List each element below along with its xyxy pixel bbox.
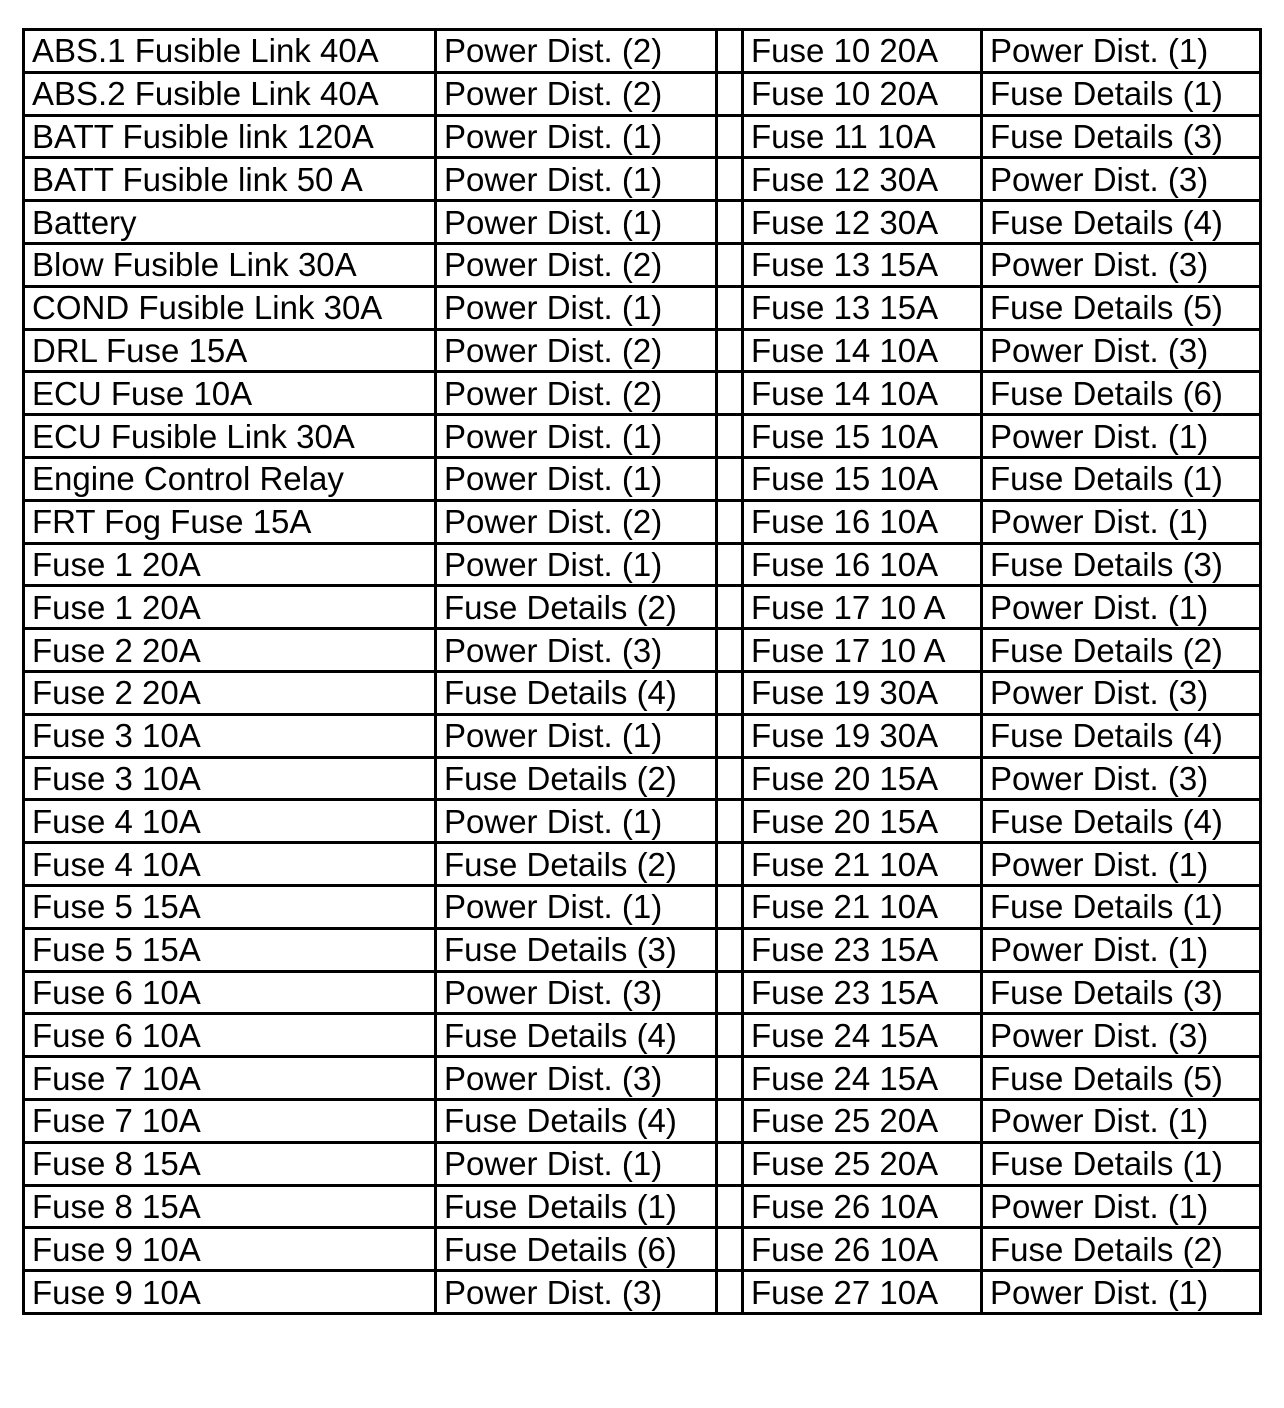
left-location-cell: Power Dist. (1) (436, 1142, 717, 1185)
left-component-cell: Fuse 5 15A (24, 885, 436, 928)
table-row (24, 1228, 1261, 1271)
right-component-cell: Fuse 25 20A (743, 1142, 982, 1185)
table-row (24, 714, 1261, 757)
left-location-cell: Power Dist. (3) (436, 1057, 717, 1100)
right-location-cell: Fuse Details (1) (982, 72, 1261, 115)
right-component-cell: Fuse 14 10A (743, 372, 982, 415)
right-location-cell: Fuse Details (3) (982, 543, 1261, 586)
column-divider (717, 971, 743, 1014)
right-location-cell: Fuse Details (3) (982, 115, 1261, 158)
column-divider (717, 201, 743, 244)
table-row (24, 1185, 1261, 1228)
table-row (24, 1271, 1261, 1314)
left-location-cell: Fuse Details (2) (436, 586, 717, 629)
left-component-cell: Blow Fusible Link 30A (24, 243, 436, 286)
right-location-cell: Power Dist. (1) (982, 500, 1261, 543)
table-row (24, 757, 1261, 800)
column-divider (717, 30, 743, 73)
column-divider (717, 1271, 743, 1314)
table-row (24, 800, 1261, 843)
right-location-cell: Power Dist. (3) (982, 1014, 1261, 1057)
table-row (24, 329, 1261, 372)
left-component-cell: Fuse 1 20A (24, 586, 436, 629)
right-location-cell: Fuse Details (4) (982, 201, 1261, 244)
left-location-cell: Fuse Details (4) (436, 671, 717, 714)
column-divider (717, 1142, 743, 1185)
right-location-cell: Power Dist. (1) (982, 1271, 1261, 1314)
right-component-cell: Fuse 19 30A (743, 671, 982, 714)
left-component-cell: Fuse 8 15A (24, 1142, 436, 1185)
table-row (24, 372, 1261, 415)
right-location-cell: Fuse Details (2) (982, 629, 1261, 672)
right-location-cell: Fuse Details (3) (982, 971, 1261, 1014)
left-component-cell: DRL Fuse 15A (24, 329, 436, 372)
column-divider (717, 243, 743, 286)
right-location-cell: Power Dist. (1) (982, 928, 1261, 971)
right-component-cell: Fuse 13 15A (743, 243, 982, 286)
left-location-cell: Power Dist. (1) (436, 457, 717, 500)
left-component-cell: Fuse 1 20A (24, 543, 436, 586)
column-divider (717, 115, 743, 158)
column-divider (717, 1057, 743, 1100)
left-location-cell: Power Dist. (1) (436, 800, 717, 843)
left-component-cell: Fuse 7 10A (24, 1057, 436, 1100)
left-location-cell: Power Dist. (3) (436, 971, 717, 1014)
table-row (24, 1057, 1261, 1100)
table-row (24, 971, 1261, 1014)
right-component-cell: Fuse 17 10 A (743, 629, 982, 672)
right-location-cell: Power Dist. (1) (982, 1099, 1261, 1142)
column-divider (717, 500, 743, 543)
column-divider (717, 1228, 743, 1271)
table-row (24, 1142, 1261, 1185)
left-component-cell: Fuse 8 15A (24, 1185, 436, 1228)
left-component-cell: Battery (24, 201, 436, 244)
right-location-cell: Power Dist. (3) (982, 158, 1261, 201)
right-location-cell: Power Dist. (1) (982, 415, 1261, 458)
column-divider (717, 457, 743, 500)
table-row (24, 671, 1261, 714)
left-component-cell: Fuse 4 10A (24, 800, 436, 843)
right-location-cell: Fuse Details (5) (982, 1057, 1261, 1100)
right-location-cell: Fuse Details (2) (982, 1228, 1261, 1271)
column-divider (717, 843, 743, 886)
right-component-cell: Fuse 26 10A (743, 1228, 982, 1271)
column-divider (717, 415, 743, 458)
left-location-cell: Power Dist. (1) (436, 286, 717, 329)
table-row (24, 500, 1261, 543)
column-divider (717, 1185, 743, 1228)
right-component-cell: Fuse 16 10A (743, 500, 982, 543)
left-component-cell: Fuse 9 10A (24, 1271, 436, 1314)
table-row (24, 30, 1261, 73)
table-row (24, 629, 1261, 672)
left-location-cell: Power Dist. (1) (436, 158, 717, 201)
left-component-cell: Fuse 3 10A (24, 714, 436, 757)
left-location-cell: Fuse Details (2) (436, 843, 717, 886)
left-component-cell: ECU Fuse 10A (24, 372, 436, 415)
right-component-cell: Fuse 23 15A (743, 971, 982, 1014)
left-location-cell: Power Dist. (2) (436, 372, 717, 415)
table-row (24, 885, 1261, 928)
left-location-cell: Power Dist. (2) (436, 30, 717, 73)
table-row (24, 457, 1261, 500)
left-location-cell: Power Dist. (2) (436, 329, 717, 372)
right-component-cell: Fuse 13 15A (743, 286, 982, 329)
table-row (24, 201, 1261, 244)
right-component-cell: Fuse 19 30A (743, 714, 982, 757)
column-divider (717, 329, 743, 372)
right-component-cell: Fuse 12 30A (743, 158, 982, 201)
right-component-cell: Fuse 10 20A (743, 30, 982, 73)
left-location-cell: Fuse Details (4) (436, 1099, 717, 1142)
left-component-cell: BATT Fusible link 50 A (24, 158, 436, 201)
table-row (24, 72, 1261, 115)
right-location-cell: Power Dist. (3) (982, 243, 1261, 286)
left-component-cell: ECU Fusible Link 30A (24, 415, 436, 458)
right-component-cell: Fuse 20 15A (743, 757, 982, 800)
right-location-cell: Power Dist. (1) (982, 586, 1261, 629)
column-divider (717, 1099, 743, 1142)
right-location-cell: Fuse Details (5) (982, 286, 1261, 329)
left-location-cell: Power Dist. (2) (436, 72, 717, 115)
left-component-cell: Fuse 7 10A (24, 1099, 436, 1142)
column-divider (717, 671, 743, 714)
right-component-cell: Fuse 14 10A (743, 329, 982, 372)
right-component-cell: Fuse 21 10A (743, 843, 982, 886)
column-divider (717, 629, 743, 672)
table-row (24, 243, 1261, 286)
right-location-cell: Power Dist. (3) (982, 329, 1261, 372)
left-component-cell: Fuse 9 10A (24, 1228, 436, 1271)
left-location-cell: Power Dist. (3) (436, 629, 717, 672)
left-location-cell: Power Dist. (1) (436, 201, 717, 244)
left-component-cell: Fuse 2 20A (24, 671, 436, 714)
left-location-cell: Power Dist. (1) (436, 885, 717, 928)
right-component-cell: Fuse 17 10 A (743, 586, 982, 629)
right-component-cell: Fuse 15 10A (743, 457, 982, 500)
right-component-cell: Fuse 21 10A (743, 885, 982, 928)
column-divider (717, 1014, 743, 1057)
left-location-cell: Power Dist. (1) (436, 115, 717, 158)
left-component-cell: Fuse 6 10A (24, 1014, 436, 1057)
right-location-cell: Power Dist. (1) (982, 30, 1261, 73)
left-location-cell: Power Dist. (1) (436, 415, 717, 458)
table-row (24, 543, 1261, 586)
column-divider (717, 714, 743, 757)
right-component-cell: Fuse 16 10A (743, 543, 982, 586)
left-component-cell: Fuse 5 15A (24, 928, 436, 971)
right-location-cell: Fuse Details (4) (982, 800, 1261, 843)
left-location-cell: Power Dist. (1) (436, 714, 717, 757)
left-location-cell: Power Dist. (3) (436, 1271, 717, 1314)
right-component-cell: Fuse 25 20A (743, 1099, 982, 1142)
right-component-cell: Fuse 24 15A (743, 1057, 982, 1100)
left-component-cell: Fuse 2 20A (24, 629, 436, 672)
table-row (24, 286, 1261, 329)
table-row (24, 415, 1261, 458)
right-location-cell: Power Dist. (3) (982, 757, 1261, 800)
right-location-cell: Fuse Details (1) (982, 1142, 1261, 1185)
right-component-cell: Fuse 12 30A (743, 201, 982, 244)
right-location-cell: Power Dist. (3) (982, 671, 1261, 714)
column-divider (717, 800, 743, 843)
left-location-cell: Power Dist. (1) (436, 543, 717, 586)
column-divider (717, 72, 743, 115)
left-component-cell: ABS.2 Fusible Link 40A (24, 72, 436, 115)
column-divider (717, 158, 743, 201)
table-row (24, 1014, 1261, 1057)
table-row (24, 843, 1261, 886)
left-location-cell: Fuse Details (4) (436, 1014, 717, 1057)
left-component-cell: FRT Fog Fuse 15A (24, 500, 436, 543)
table-row (24, 158, 1261, 201)
fuse-index-table (22, 28, 1262, 1315)
column-divider (717, 543, 743, 586)
left-component-cell: COND Fusible Link 30A (24, 286, 436, 329)
right-component-cell: Fuse 26 10A (743, 1185, 982, 1228)
right-location-cell: Power Dist. (1) (982, 1185, 1261, 1228)
right-component-cell: Fuse 11 10A (743, 115, 982, 158)
left-location-cell: Power Dist. (2) (436, 243, 717, 286)
right-component-cell: Fuse 10 20A (743, 72, 982, 115)
right-location-cell: Fuse Details (1) (982, 457, 1261, 500)
left-component-cell: BATT Fusible link 120A (24, 115, 436, 158)
column-divider (717, 928, 743, 971)
right-location-cell: Fuse Details (4) (982, 714, 1261, 757)
right-component-cell: Fuse 24 15A (743, 1014, 982, 1057)
right-component-cell: Fuse 23 15A (743, 928, 982, 971)
right-location-cell: Power Dist. (1) (982, 843, 1261, 886)
right-location-cell: Fuse Details (6) (982, 372, 1261, 415)
right-component-cell: Fuse 20 15A (743, 800, 982, 843)
column-divider (717, 286, 743, 329)
column-divider (717, 885, 743, 928)
left-location-cell: Power Dist. (2) (436, 500, 717, 543)
right-component-cell: Fuse 27 10A (743, 1271, 982, 1314)
table-row (24, 928, 1261, 971)
column-divider (717, 757, 743, 800)
left-component-cell: ABS.1 Fusible Link 40A (24, 30, 436, 73)
column-divider (717, 372, 743, 415)
right-location-cell: Fuse Details (1) (982, 885, 1261, 928)
table-row (24, 586, 1261, 629)
table-row (24, 1099, 1261, 1142)
left-location-cell: Fuse Details (6) (436, 1228, 717, 1271)
left-location-cell: Fuse Details (3) (436, 928, 717, 971)
left-location-cell: Fuse Details (1) (436, 1185, 717, 1228)
left-component-cell: Engine Control Relay (24, 457, 436, 500)
table-row (24, 115, 1261, 158)
left-component-cell: Fuse 3 10A (24, 757, 436, 800)
right-component-cell: Fuse 15 10A (743, 415, 982, 458)
left-component-cell: Fuse 4 10A (24, 843, 436, 886)
column-divider (717, 586, 743, 629)
left-component-cell: Fuse 6 10A (24, 971, 436, 1014)
left-location-cell: Fuse Details (2) (436, 757, 717, 800)
fuse-index-body (24, 30, 1261, 1314)
